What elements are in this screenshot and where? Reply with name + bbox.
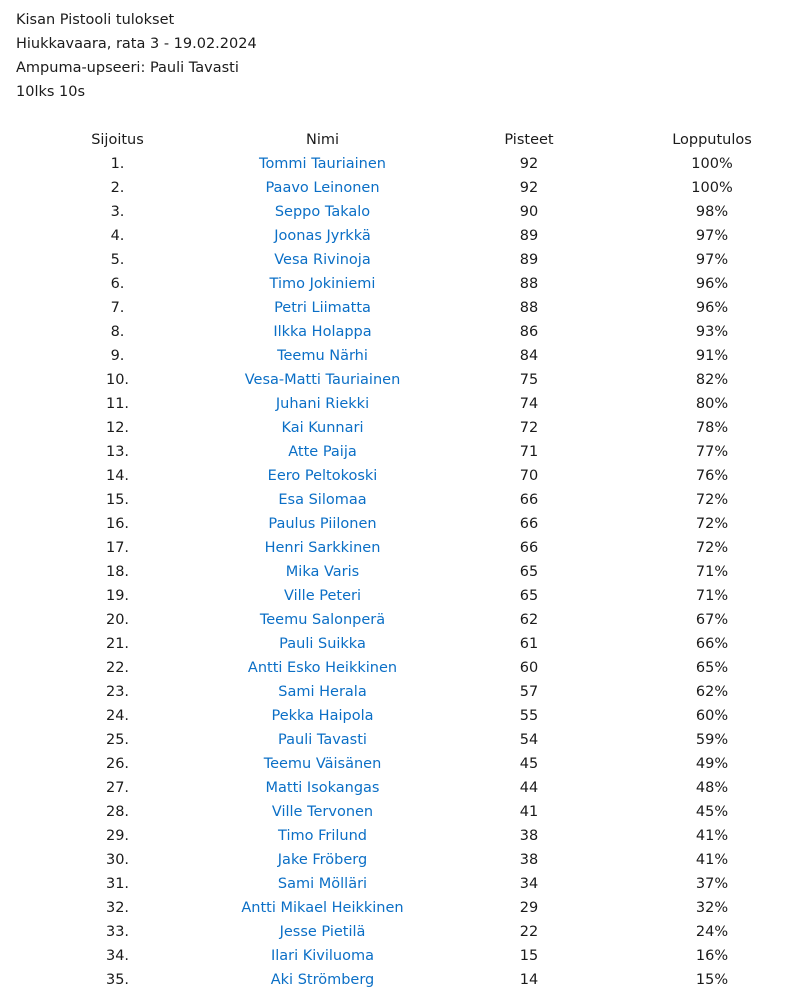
name-cell [219,488,426,512]
rank-cell: 23. [105,684,130,700]
rank-cell: 28. [105,804,130,820]
column-header-name: Nimi [305,132,340,148]
rank-cell: 26. [105,756,130,772]
column-header-result: Lopputulos [672,132,752,148]
name-cell [219,464,426,488]
result-cell: 77% [695,444,729,460]
competitor-link[interactable]: Timo Frilund [278,828,367,844]
table-row [16,296,789,320]
result-cell: 48% [695,780,729,796]
competitor-link[interactable]: Pauli Tavasti [278,732,367,748]
rank-cell: 4. [110,228,125,244]
competitor-link[interactable]: Matti Isokangas [265,780,380,796]
table-row [16,920,789,944]
name-cell [219,920,426,944]
rank-cell: 35. [105,972,130,988]
table-row [16,752,789,776]
rank-cell: 33. [105,924,130,940]
range-officer: Ampuma-upseeri: Pauli Tavasti [16,60,239,76]
competitor-link[interactable]: Antti Mikael Heikkinen [241,900,404,916]
result-cell: 96% [695,276,729,292]
table-row [16,824,789,848]
points-cell: 14 [519,972,539,988]
table-row [16,416,789,440]
points-cell: 41 [519,804,539,820]
table-row [16,392,789,416]
table-row [16,632,789,656]
table-row [16,536,789,560]
competitor-link[interactable]: Seppo Takalo [274,204,371,220]
competitor-link[interactable]: Jesse Pietilä [279,924,366,940]
table-row [16,872,789,896]
result-cell: 49% [695,756,729,772]
table-row [16,728,789,752]
points-cell: 71 [519,444,539,460]
table-row [16,200,789,224]
points-cell: 92 [519,180,539,196]
name-cell [219,944,426,968]
rank-cell: 14. [105,468,130,484]
competitor-link[interactable]: Pauli Suikka [279,636,366,652]
competitor-link[interactable]: Atte Paija [288,444,357,460]
result-cell: 24% [695,924,729,940]
points-cell: 70 [519,468,539,484]
table-row [16,584,789,608]
points-cell: 55 [519,708,539,724]
name-cell [219,632,426,656]
rank-cell: 30. [105,852,130,868]
result-cell: 37% [695,876,729,892]
rank-cell: 3. [110,204,125,220]
table-row [16,680,789,704]
table-row [16,152,789,176]
competitor-link[interactable]: Sami Mölläri [277,876,368,892]
competitor-link[interactable]: Ilkka Holappa [273,324,372,340]
name-cell [219,848,426,872]
points-cell: 29 [519,900,539,916]
competitor-link[interactable]: Aki Strömberg [270,972,375,988]
result-cell: 45% [695,804,729,820]
results-header [16,10,257,106]
table-row [16,440,789,464]
table-row [16,968,789,992]
name-cell [219,176,426,200]
rank-cell: 1. [110,156,125,172]
name-cell [219,224,426,248]
points-cell: 88 [519,300,539,316]
rank-cell: 10. [105,372,130,388]
points-cell: 66 [519,516,539,532]
result-cell: 72% [695,540,729,556]
table-row [16,344,789,368]
competitor-link[interactable]: Eero Peltokoski [267,468,378,484]
table-row [16,800,789,824]
points-cell: 60 [519,660,539,676]
name-cell [219,752,426,776]
result-cell: 41% [695,852,729,868]
result-cell: 71% [695,588,729,604]
points-cell: 62 [519,612,539,628]
points-cell: 22 [519,924,539,940]
points-cell: 66 [519,492,539,508]
points-cell: 72 [519,420,539,436]
result-cell: 32% [695,900,729,916]
name-cell [219,728,426,752]
rank-cell: 6. [110,276,125,292]
name-cell [219,536,426,560]
rank-cell: 15. [105,492,130,508]
result-cell: 41% [695,828,729,844]
rank-cell: 9. [110,348,125,364]
competitor-link[interactable]: Ville Peteri [284,588,361,604]
rank-cell: 18. [105,564,130,580]
table-row [16,320,789,344]
points-cell: 57 [519,684,539,700]
column-header-points: Pisteet [504,132,554,148]
competitor-link[interactable]: Antti Esko Heikkinen [247,660,398,676]
competitor-link[interactable]: Henri Sarkkinen [264,540,381,556]
points-cell: 89 [519,252,539,268]
column-header-rank: Sijoitus [91,132,144,148]
competitor-link[interactable]: Vesa Rivinoja [274,252,371,268]
result-cell: 62% [695,684,729,700]
points-cell: 89 [519,228,539,244]
result-cell: 78% [695,420,729,436]
event-location-date: Hiukkavaara, rata 3 - 19.02.2024 [16,36,257,52]
name-cell [219,368,426,392]
result-cell: 65% [695,660,729,676]
competitor-link[interactable]: Teemu Väisänen [263,756,382,772]
points-cell: 74 [519,396,539,412]
competitor-link[interactable]: Kai Kunnari [281,420,364,436]
points-cell: 92 [519,156,539,172]
name-cell [219,968,426,992]
points-cell: 75 [519,372,539,388]
table-row [16,224,789,248]
name-cell [219,152,426,176]
points-cell: 66 [519,540,539,556]
rank-cell: 19. [105,588,130,604]
name-cell [219,296,426,320]
competitor-link[interactable]: Jake Fröberg [277,852,368,868]
result-cell: 98% [695,204,729,220]
result-cell: 97% [695,252,729,268]
rank-cell: 13. [105,444,130,460]
result-cell: 93% [695,324,729,340]
points-cell: 15 [519,948,539,964]
page-title: Kisan Pistooli tulokset [16,12,175,28]
result-cell: 76% [695,468,729,484]
result-cell: 97% [695,228,729,244]
result-cell: 100% [691,156,733,172]
result-cell: 60% [695,708,729,724]
table-header-row [16,128,789,152]
table-row [16,896,789,920]
table-row [16,704,789,728]
name-cell [219,440,426,464]
competitor-link[interactable]: Ilari Kiviluoma [270,948,375,964]
competitor-link[interactable]: Sami Herala [278,684,367,700]
rank-cell: 12. [105,420,130,436]
result-cell: 59% [695,732,729,748]
table-row [16,656,789,680]
competition-format: 10lks 10s [16,84,86,100]
name-cell [219,392,426,416]
table-row [16,368,789,392]
result-cell: 66% [695,636,729,652]
competitor-link[interactable]: Paulus Piilonen [268,516,377,532]
competitor-link[interactable]: Paavo Leinonen [265,180,380,196]
table-row [16,464,789,488]
points-cell: 44 [519,780,539,796]
rank-cell: 21. [105,636,130,652]
competitor-link[interactable]: Teemu Salonperä [259,612,386,628]
points-cell: 84 [519,348,539,364]
result-cell: 16% [695,948,729,964]
points-cell: 90 [519,204,539,220]
result-cell: 72% [695,516,729,532]
rank-cell: 20. [105,612,130,628]
table-row [16,512,789,536]
name-cell [219,512,426,536]
table-row [16,272,789,296]
rank-cell: 5. [110,252,125,268]
table-row [16,776,789,800]
name-cell [219,776,426,800]
result-cell: 72% [695,492,729,508]
points-cell: 65 [519,564,539,580]
name-cell [219,272,426,296]
points-cell: 38 [519,852,539,868]
competitor-link[interactable]: Vesa-Matti Tauriainen [244,372,401,388]
points-cell: 88 [519,276,539,292]
name-cell [219,896,426,920]
name-cell [219,800,426,824]
competitor-link[interactable]: Petri Liimatta [274,300,371,316]
points-cell: 61 [519,636,539,652]
name-cell [219,680,426,704]
rank-cell: 22. [105,660,130,676]
points-cell: 65 [519,588,539,604]
rank-cell: 16. [105,516,130,532]
rank-cell: 25. [105,732,130,748]
rank-cell: 24. [105,708,130,724]
competitor-link[interactable]: Ville Tervonen [271,804,374,820]
competitor-link[interactable]: Juhani Riekki [275,396,370,412]
name-cell [219,872,426,896]
points-cell: 45 [519,756,539,772]
rank-cell: 7. [110,300,125,316]
name-cell [219,416,426,440]
competitor-link[interactable]: Mika Varis [285,564,360,580]
rank-cell: 32. [105,900,130,916]
competitor-link[interactable]: Timo Jokiniemi [269,276,376,292]
result-cell: 15% [695,972,729,988]
rank-cell: 34. [105,948,130,964]
table-row [16,176,789,200]
rank-cell: 29. [105,828,130,844]
table-row [16,488,789,512]
table-row [16,848,789,872]
points-cell: 38 [519,828,539,844]
points-cell: 54 [519,732,539,748]
rank-cell: 31. [105,876,130,892]
name-cell [219,608,426,632]
points-cell: 86 [519,324,539,340]
name-cell [219,560,426,584]
rank-cell: 27. [105,780,130,796]
results-body [16,152,789,992]
result-cell: 80% [695,396,729,412]
name-cell [219,320,426,344]
result-cell: 67% [695,612,729,628]
result-cell: 71% [695,564,729,580]
rank-cell: 2. [110,180,125,196]
result-cell: 91% [695,348,729,364]
name-cell [219,656,426,680]
rank-cell: 17. [105,540,130,556]
table-row [16,608,789,632]
name-cell [219,704,426,728]
table-row [16,248,789,272]
competitor-link[interactable]: Tommi Tauriainen [259,156,386,172]
competitor-link[interactable]: Pekka Haipola [271,708,374,724]
points-cell: 34 [519,876,539,892]
rank-cell: 8. [110,324,125,340]
competitor-link[interactable]: Joonas Jyrkkä [274,228,371,244]
competitor-link[interactable]: Teemu Närhi [277,348,368,364]
rank-cell: 11. [105,396,130,412]
competitor-link[interactable]: Esa Silomaa [278,492,367,508]
name-cell [219,584,426,608]
table-row [16,560,789,584]
name-cell [219,824,426,848]
table-row [16,944,789,968]
result-cell: 96% [695,300,729,316]
name-cell [219,344,426,368]
result-cell: 82% [695,372,729,388]
result-cell: 100% [691,180,733,196]
name-cell [219,248,426,272]
name-cell [219,200,426,224]
results-table [16,128,789,992]
